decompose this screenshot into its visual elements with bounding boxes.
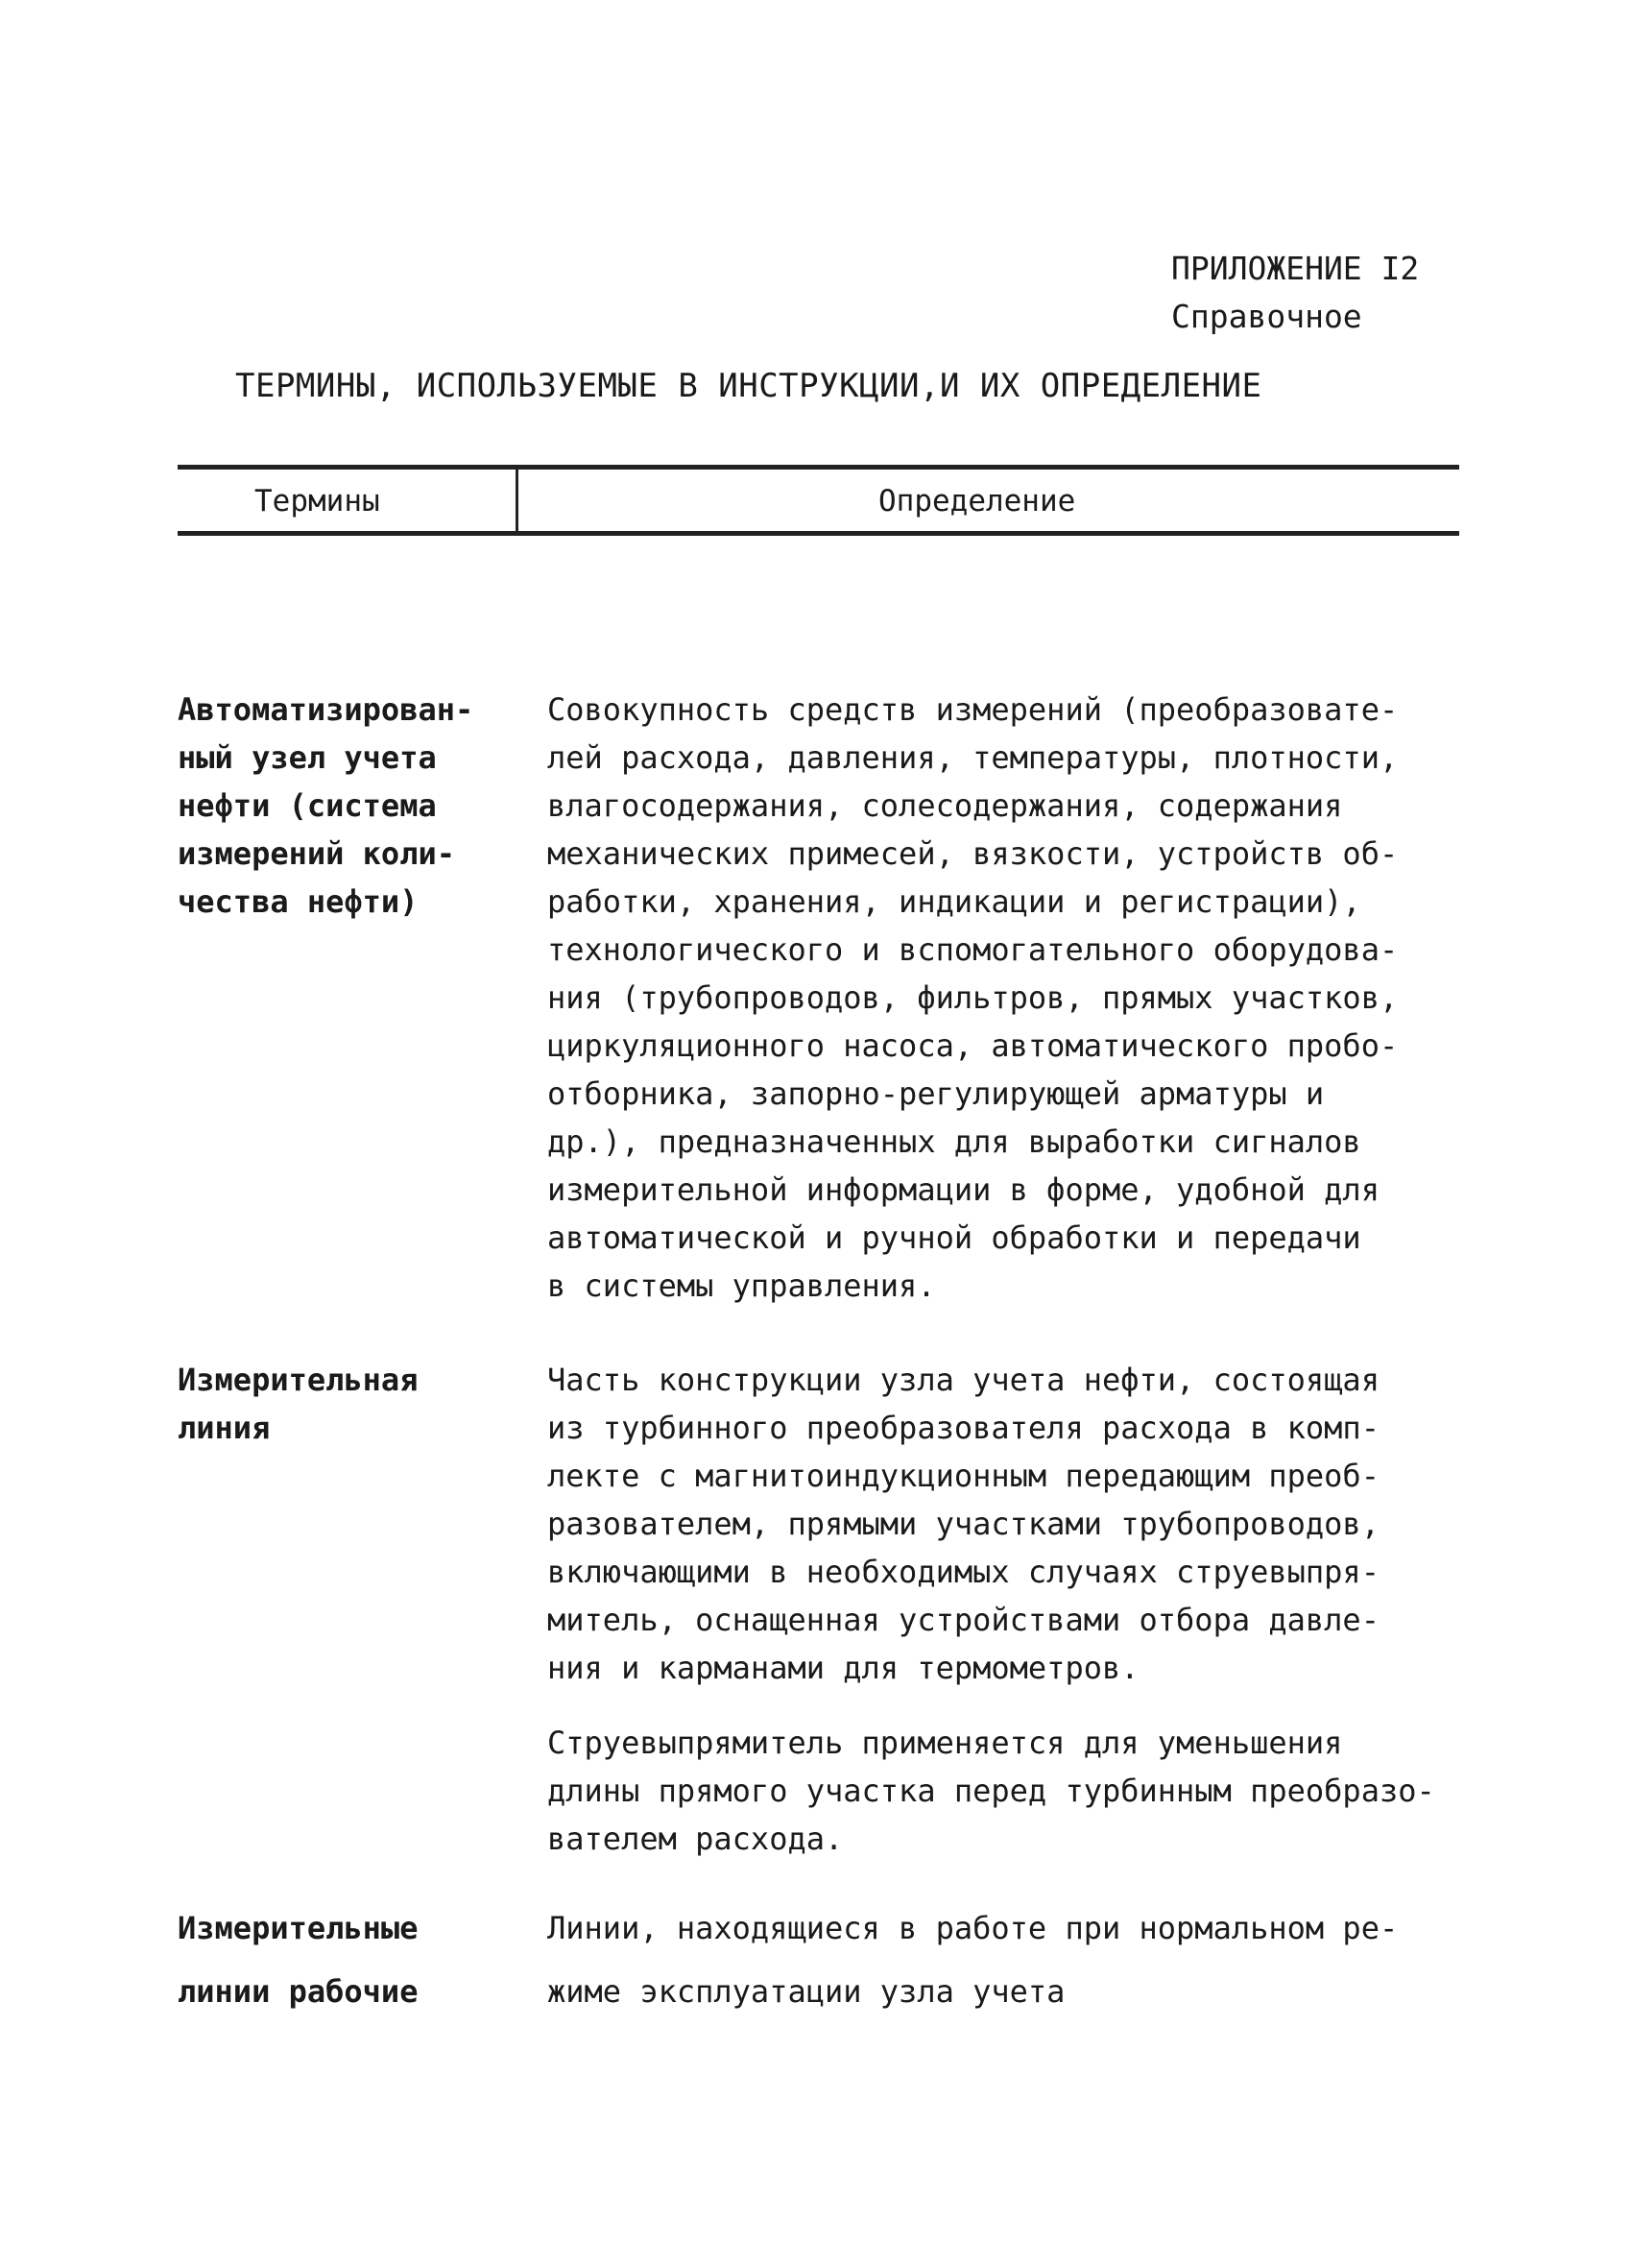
column-divider bbox=[516, 469, 518, 532]
definition-line: вателем расхода. bbox=[547, 1821, 844, 1857]
definition-line: отборника, запорно-регулирующей арматуры и bbox=[547, 1075, 1325, 1112]
page-title: ТЕРМИНЫ, ИСПОЛЬЗУЕМЫЕ В ИНСТРУКЦИИ,И ИХ ОПРЕДЕЛЕНИЕ bbox=[235, 367, 1262, 405]
term-line: Автоматизирован- bbox=[178, 691, 474, 728]
definition-line: технологического и вспомогательного оборудова- bbox=[547, 931, 1399, 968]
table-header bbox=[178, 465, 1459, 536]
appendix-header bbox=[1171, 248, 1419, 338]
term-line: чества нефти) bbox=[178, 883, 419, 920]
definition-line: механических примесей, вязкости, устройств об- bbox=[547, 835, 1399, 872]
term-cell bbox=[178, 686, 504, 926]
appendix-type: Справочное bbox=[1171, 298, 1362, 335]
definition-cell bbox=[547, 1896, 1459, 2023]
appendix-label: ПРИЛОЖЕНИЕ I2 bbox=[1171, 250, 1420, 287]
term-line: измерений коли- bbox=[178, 835, 455, 872]
definition-line: измерительной информации в форме, удобной для bbox=[547, 1171, 1380, 1208]
term-line: нефти (система bbox=[178, 787, 437, 824]
term-line: Измерительная bbox=[178, 1362, 419, 1398]
definition-line: влагосодержания, солесодержания, содержания bbox=[547, 787, 1343, 824]
definition-line: ния и карманами для термометров. bbox=[547, 1650, 1140, 1686]
definition-note bbox=[547, 1719, 1459, 1863]
term-cell bbox=[178, 1356, 504, 1452]
definition-line: из турбинного преобразователя расхода в комп- bbox=[547, 1410, 1380, 1446]
definition-cell bbox=[547, 1356, 1459, 1863]
column-header-definition: Определение bbox=[878, 484, 1076, 519]
table-top-rule bbox=[178, 465, 1459, 470]
definition-line: Линии, находящиеся в работе при нормальном ре- bbox=[547, 1910, 1399, 1946]
definition-line: Совокупность средств измерений (преобразовате- bbox=[547, 691, 1399, 728]
definition-line: Часть конструкции узла учета нефти, состоящая bbox=[547, 1362, 1380, 1398]
definition-line: жиме эксплуатации узла учета bbox=[547, 1973, 1066, 2010]
column-header-terms: Термины bbox=[254, 484, 380, 519]
term-line: линия bbox=[178, 1410, 271, 1446]
definition-line: включающими в необходимых случаях струевыпря- bbox=[547, 1554, 1380, 1590]
term-line: ный узел учета bbox=[178, 739, 437, 776]
definition-line: митель, оснащенная устройствами отбора давле- bbox=[547, 1602, 1380, 1638]
definition-line: автоматической и ручной обработки и передачи bbox=[547, 1219, 1361, 1256]
term-line: линии рабочие bbox=[178, 1973, 419, 2010]
definition-line: работки, хранения, индикации и регистрации), bbox=[547, 883, 1361, 920]
definition-line: лекте с магнитоиндукционным передающим преоб- bbox=[547, 1458, 1380, 1494]
definition-line: в системы управления. bbox=[547, 1267, 936, 1304]
definition-cell bbox=[547, 686, 1459, 1310]
term-line: Измерительные bbox=[178, 1910, 419, 1946]
table-header-bottom-rule bbox=[178, 531, 1459, 536]
term-cell bbox=[178, 1896, 504, 2023]
definition-line: длины прямого участка перед турбинным преобразо- bbox=[547, 1773, 1435, 1809]
definition-line: циркуляционного насоса, автоматического пробо- bbox=[547, 1027, 1399, 1064]
definition-line: др.), предназначенных для выработки сигналов bbox=[547, 1123, 1361, 1160]
definition-line: лей расхода, давления, температуры, плотности, bbox=[547, 739, 1399, 776]
definition-line: разователем, прямыми участками трубопроводов, bbox=[547, 1506, 1380, 1542]
definition-line: ния (трубопроводов, фильтров, прямых участков, bbox=[547, 979, 1399, 1016]
definition-line: Струевыпрямитель применяется для уменьшения bbox=[547, 1725, 1343, 1761]
